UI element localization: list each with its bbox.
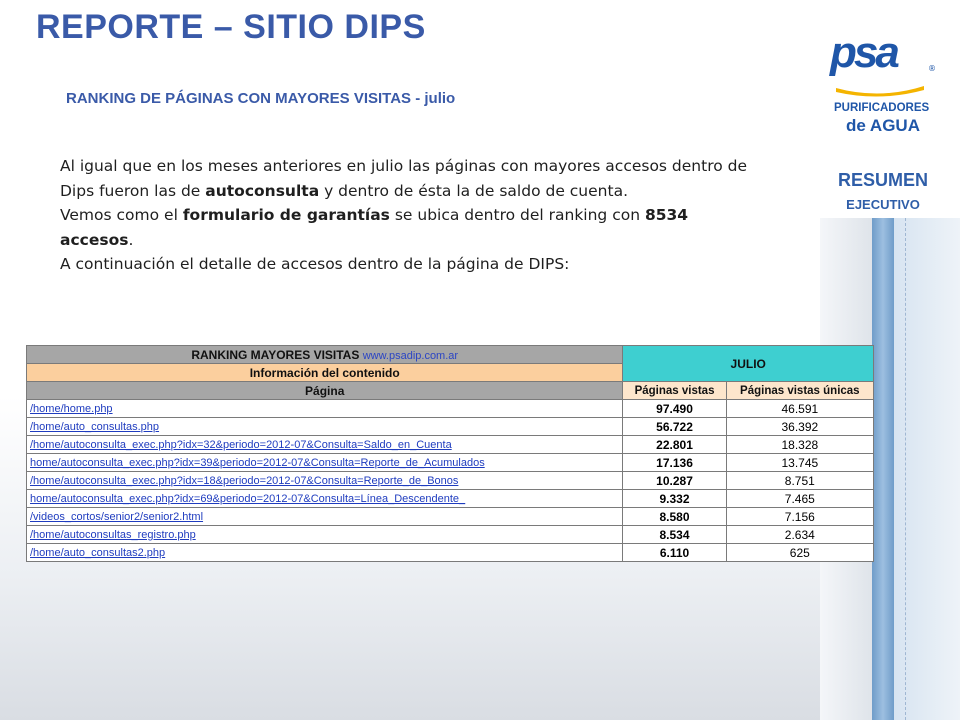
unique-views-cell: 7.156	[726, 508, 873, 526]
table-row	[27, 490, 874, 508]
table-row	[27, 544, 874, 562]
table-row	[27, 526, 874, 544]
views-cell: 22.801	[623, 436, 726, 454]
table-row	[27, 472, 874, 490]
logo-wordmark: psa	[830, 28, 897, 77]
views-cell: 97.490	[623, 400, 726, 418]
summary-text	[60, 154, 750, 277]
logo-tagline-2: de AGUA	[846, 116, 920, 135]
logo-swoosh-icon	[834, 84, 926, 98]
month-header: JULIO	[623, 346, 874, 382]
content-info-header: Información del contenido	[27, 364, 623, 382]
views-cell: 8.580	[623, 508, 726, 526]
table-row	[27, 508, 874, 526]
unique-views-cell: 2.634	[726, 526, 873, 544]
ranking-table	[26, 345, 874, 562]
views-cell: 17.136	[623, 454, 726, 472]
summary-paragraph-1: Al igual que en los meses anteriores en julio las páginas con mayores accesos dentro de Dips fueron las de autoconsulta y dentro de ésta la de saldo de cuenta.	[60, 157, 748, 200]
col-header-unique: Páginas vistas únicas	[726, 382, 873, 400]
side-panel-dashed-line	[905, 218, 906, 720]
unique-views-cell: 8.751	[726, 472, 873, 490]
views-cell: 9.332	[623, 490, 726, 508]
summary-paragraph-2: Vemos como el formulario de garantías se ubica dentro del ranking con 8534 accesos.	[60, 206, 689, 249]
unique-views-cell: 18.328	[726, 436, 873, 454]
column-header-row	[27, 382, 874, 400]
logo-registered-mark: ®	[928, 64, 936, 73]
section-label-line2: EJECUTIVO	[846, 197, 920, 212]
side-panel-blue-bar	[872, 218, 894, 720]
views-cell: 6.110	[623, 544, 726, 562]
highlight-accesos: 8534 accesos	[60, 206, 689, 249]
page-subtitle: RANKING DE PÁGINAS CON MAYORES VISITAS - julio	[66, 90, 456, 107]
side-panel-pale	[894, 218, 960, 720]
logo-tagline-1: PURIFICADORES	[834, 102, 930, 114]
site-link[interactable]: www.psadip.com.ar	[362, 349, 459, 362]
page-link[interactable]: /home/autoconsulta_exec.php?idx=18&periodo=2012-07&Consulta=Reporte_de_Bonos	[27, 472, 623, 490]
col-header-page: Página	[27, 382, 623, 400]
page-link[interactable]: /home/autoconsultas_registro.php	[27, 526, 623, 544]
section-label-line1: RESUMEN	[837, 170, 928, 190]
page-link[interactable]: /home/auto_consultas.php	[27, 418, 623, 436]
unique-views-cell: 625	[726, 544, 873, 562]
page-link[interactable]: /home/home.php	[27, 400, 623, 418]
page-link[interactable]: /home/auto_consultas2.php	[27, 544, 623, 562]
table-title-cell: RANKING MAYORES VISITAS www.psadip.com.ar	[27, 346, 623, 364]
unique-views-cell: 36.392	[726, 418, 873, 436]
page-title: REPORTE – SITIO DIPS	[36, 8, 426, 46]
section-label	[828, 170, 938, 212]
highlight-autoconsulta: autoconsulta	[205, 181, 320, 200]
table-row	[27, 436, 874, 454]
highlight-formulario: formulario de garantías	[182, 206, 390, 224]
table-title-row	[27, 346, 874, 364]
table-row	[27, 454, 874, 472]
views-cell: 10.287	[623, 472, 726, 490]
views-cell: 8.534	[623, 526, 726, 544]
views-cell: 56.722	[623, 418, 726, 436]
page-link[interactable]: home/autoconsulta_exec.php?idx=39&periodo=2012-07&Consulta=Reporte_de_Acumulados	[27, 454, 623, 472]
page-link[interactable]: /videos_cortos/senior2/senior2.html	[27, 508, 623, 526]
summary-paragraph-3: A continuación el detalle de accesos dentro de la página de DIPS:	[60, 255, 570, 273]
table-row	[27, 418, 874, 436]
col-header-views: Páginas vistas	[623, 382, 726, 400]
page-link[interactable]: home/autoconsulta_exec.php?idx=69&periodo=2012-07&Consulta=Línea_Descendente_	[27, 490, 623, 508]
psa-logo	[830, 28, 940, 146]
page-link[interactable]: /home/autoconsulta_exec.php?idx=32&periodo=2012-07&Consulta=Saldo_en_Cuenta	[27, 436, 623, 454]
unique-views-cell: 7.465	[726, 490, 873, 508]
unique-views-cell: 46.591	[726, 400, 873, 418]
table-row	[27, 400, 874, 418]
unique-views-cell: 13.745	[726, 454, 873, 472]
